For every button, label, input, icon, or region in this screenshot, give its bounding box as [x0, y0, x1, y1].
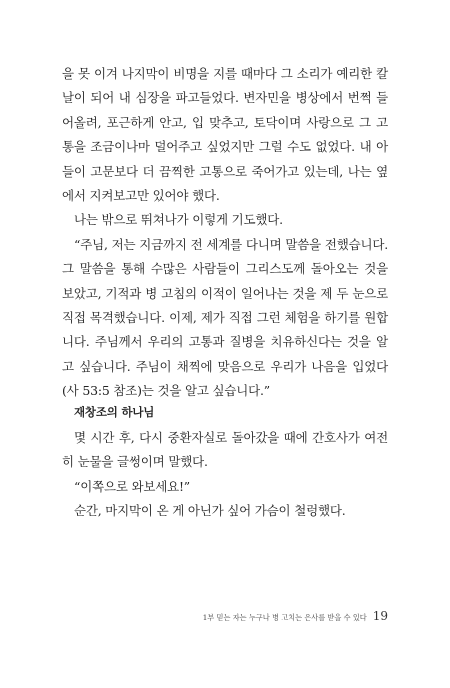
page-number: 19: [372, 609, 388, 623]
page-footer: [203, 609, 388, 625]
paragraph: 순간, 마지막이 온 게 아닌가 싶어 가슴이 철렁했다.: [74, 503, 346, 519]
paragraph-quote: “주님, 저는 지금까지 전 세계를 다니며 말씀을 전했습니다. 그 말씀을 통해 수많은 사람들이 그리스도께 돌아오는 것을 보았고, 기적과 병 고침의 이적이 일어나는 것을 제 두 눈으로 직접 목격했습니다. 이제, 제가 직접 그런 체험을 하기를 원합니다. 주님께서 우리의 고통과 질병을 치유하신다는 것을 알고 싶습니다. 주님이 채찍에 맞음으로 우리가 나음을 입었다(사 53:5 참조)는 것을 알고 싶습니다.”: [62, 236, 388, 399]
paragraph: 나는 밖으로 뛰쳐나가 이렇게 기도했다.: [74, 212, 283, 228]
paragraph: 을 못 이겨 나지막이 비명을 지를 때마다 그 소리가 예리한 칼날이 되어 내 심장을 파고들었다. 변자민을 병상에서 번쩍 들어올려, 포근하게 안고, 입 맞추고, 토닥이며 사랑으로 그 고통을 조금이나마 덜어주고 싶었지만 그럴 수도 없었다. 내 아들이 고문보다 더 끔찍한 고통으로 죽어가고 있는데, 나는 옆에서 지켜보고만 있어야 했다.: [62, 66, 388, 204]
section-heading: 재창조의 하나님: [74, 405, 155, 419]
body-text-bottom: [62, 426, 388, 524]
paragraph-quote: “이쪽으로 와보세요!”: [74, 478, 190, 494]
body-text-top: [62, 62, 388, 404]
paragraph: 몇 시간 후, 다시 중환자실로 돌아갔을 때에 간호사가 여전히 눈물을 글썽이며 말했다.: [62, 430, 388, 470]
running-title: 1부 믿는 자는 누구나 병 고치는 은사를 받을 수 있다: [202, 613, 367, 622]
